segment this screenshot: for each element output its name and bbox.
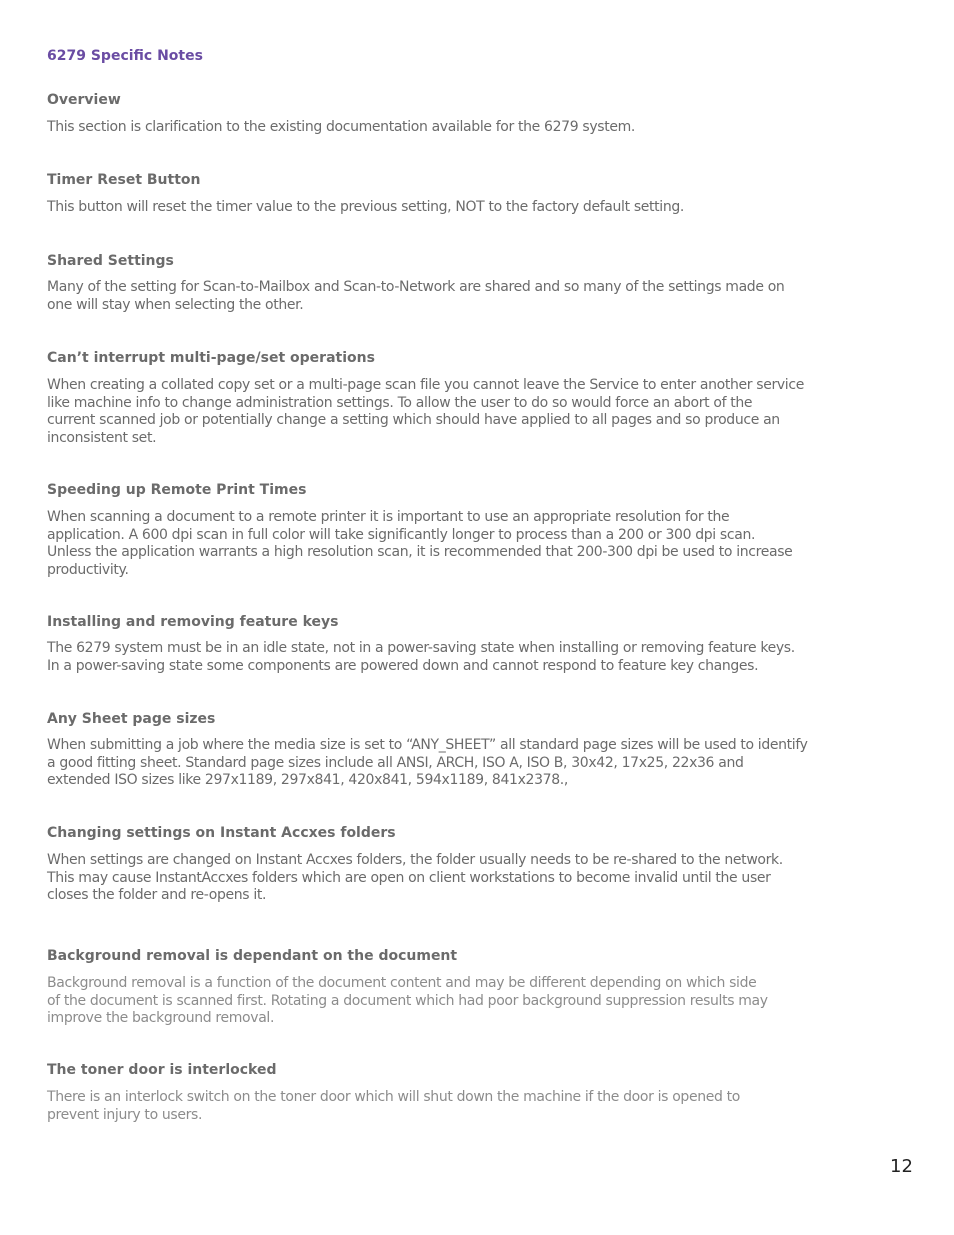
body-line: In a power-saving state some components are powered down and cannot respond to feature key changes. [47,657,759,674]
body-line: This may cause InstantAccxes folders which are open on client workstations to become invalid until the user [47,869,771,886]
body-line: extended ISO sizes like 297x1189, 297x841, 420x841, 594x1189, 841x2378., [47,772,568,788]
section-heading-background-removal: Background removal is dependant on the document [47,948,458,964]
body-line: inconsistent set. [47,429,157,446]
body-line: When submitting a job where the media size is set to “ANY_SHEET” all standard page sizes will be used to identify [47,737,808,753]
body-line: When scanning a document to a remote printer it is important to use an appropriate resolution for the [47,509,730,525]
section-body-background-removal [47,975,795,1028]
body-line: Unless the application warrants a high resolution scan, it is recommended that 200-300 dpi be used to increase [47,544,793,560]
page-title: 6279 Specific Notes [47,48,203,64]
body-line: prevent injury to users. [47,1106,203,1123]
section-body-toner-door [47,1089,795,1124]
section-body-instant-accxes [47,852,795,905]
section-heading-toner-door: The toner door is interlocked [47,1062,277,1078]
section-body-shared-settings [47,279,795,314]
body-line: There is an interlock switch on the toner door which will shut down the machine if the door is opened to [47,1089,740,1105]
section-body-timer-reset [47,199,795,217]
page-number: 12 [890,1156,913,1177]
body-line: Many of the setting for Scan-to-Mailbox and Scan-to-Network are shared and so many of the settings made on [47,279,785,295]
body-line: of the document is scanned first. Rotating a document which had poor background suppression results may [47,992,768,1009]
body-line: current scanned job or potentially change a setting which should have applied to all pages and so produce an [47,412,780,428]
section-heading-speeding-up: Speeding up Remote Print Times [47,482,307,498]
body-line: application. A 600 dpi scan in full color will take significantly longer to process than a 200 or 300 dpi scan. [47,526,756,543]
body-line: When creating a collated copy set or a multi-page scan file you cannot leave the Service to enter another service [47,377,804,393]
body-line: a good fitting sheet. Standard page sizes include all ANSI, ARCH, ISO A, ISO B, 30x42, 17x25, 22x36 and [47,754,744,771]
body-line: This section is clarification to the existing documentation available for the 6279 system. [47,119,635,135]
body-line: improve the background removal. [47,1010,275,1026]
body-line: closes the folder and re-opens it. [47,887,267,903]
body-line: When settings are changed on Instant Accxes folders, the folder usually needs to be re-shared to the network. [47,852,783,868]
body-line: one will stay when selecting the other. [47,296,304,313]
section-body-overview [47,119,795,137]
section-heading-instant-accxes: Changing settings on Instant Accxes folders [47,825,396,841]
section-heading-shared-settings: Shared Settings [47,253,174,269]
section-heading-any-sheet: Any Sheet page sizes [47,711,216,727]
section-body-speeding-up [47,509,795,579]
section-heading-timer-reset: Timer Reset Button [47,172,201,188]
section-heading-feature-keys: Installing and removing feature keys [47,614,339,630]
body-line: The 6279 system must be in an idle state, not in a power-saving state when installing or removing feature keys. [47,640,795,656]
section-heading-cant-interrupt: Can’t interrupt multi-page/set operations [47,350,375,366]
section-heading-overview: Overview [47,92,121,108]
body-line: This button will reset the timer value to the previous setting, NOT to the factory default setting. [47,199,685,215]
section-body-cant-interrupt [47,377,804,447]
body-line: Background removal is a function of the document content and may be different depending on which side [47,975,757,991]
section-body-any-sheet [47,737,808,790]
body-line: productivity. [47,561,129,578]
body-line: like machine info to change administration settings. To allow the user to do so would force an abort of the [47,394,753,411]
section-body-feature-keys [47,640,795,675]
